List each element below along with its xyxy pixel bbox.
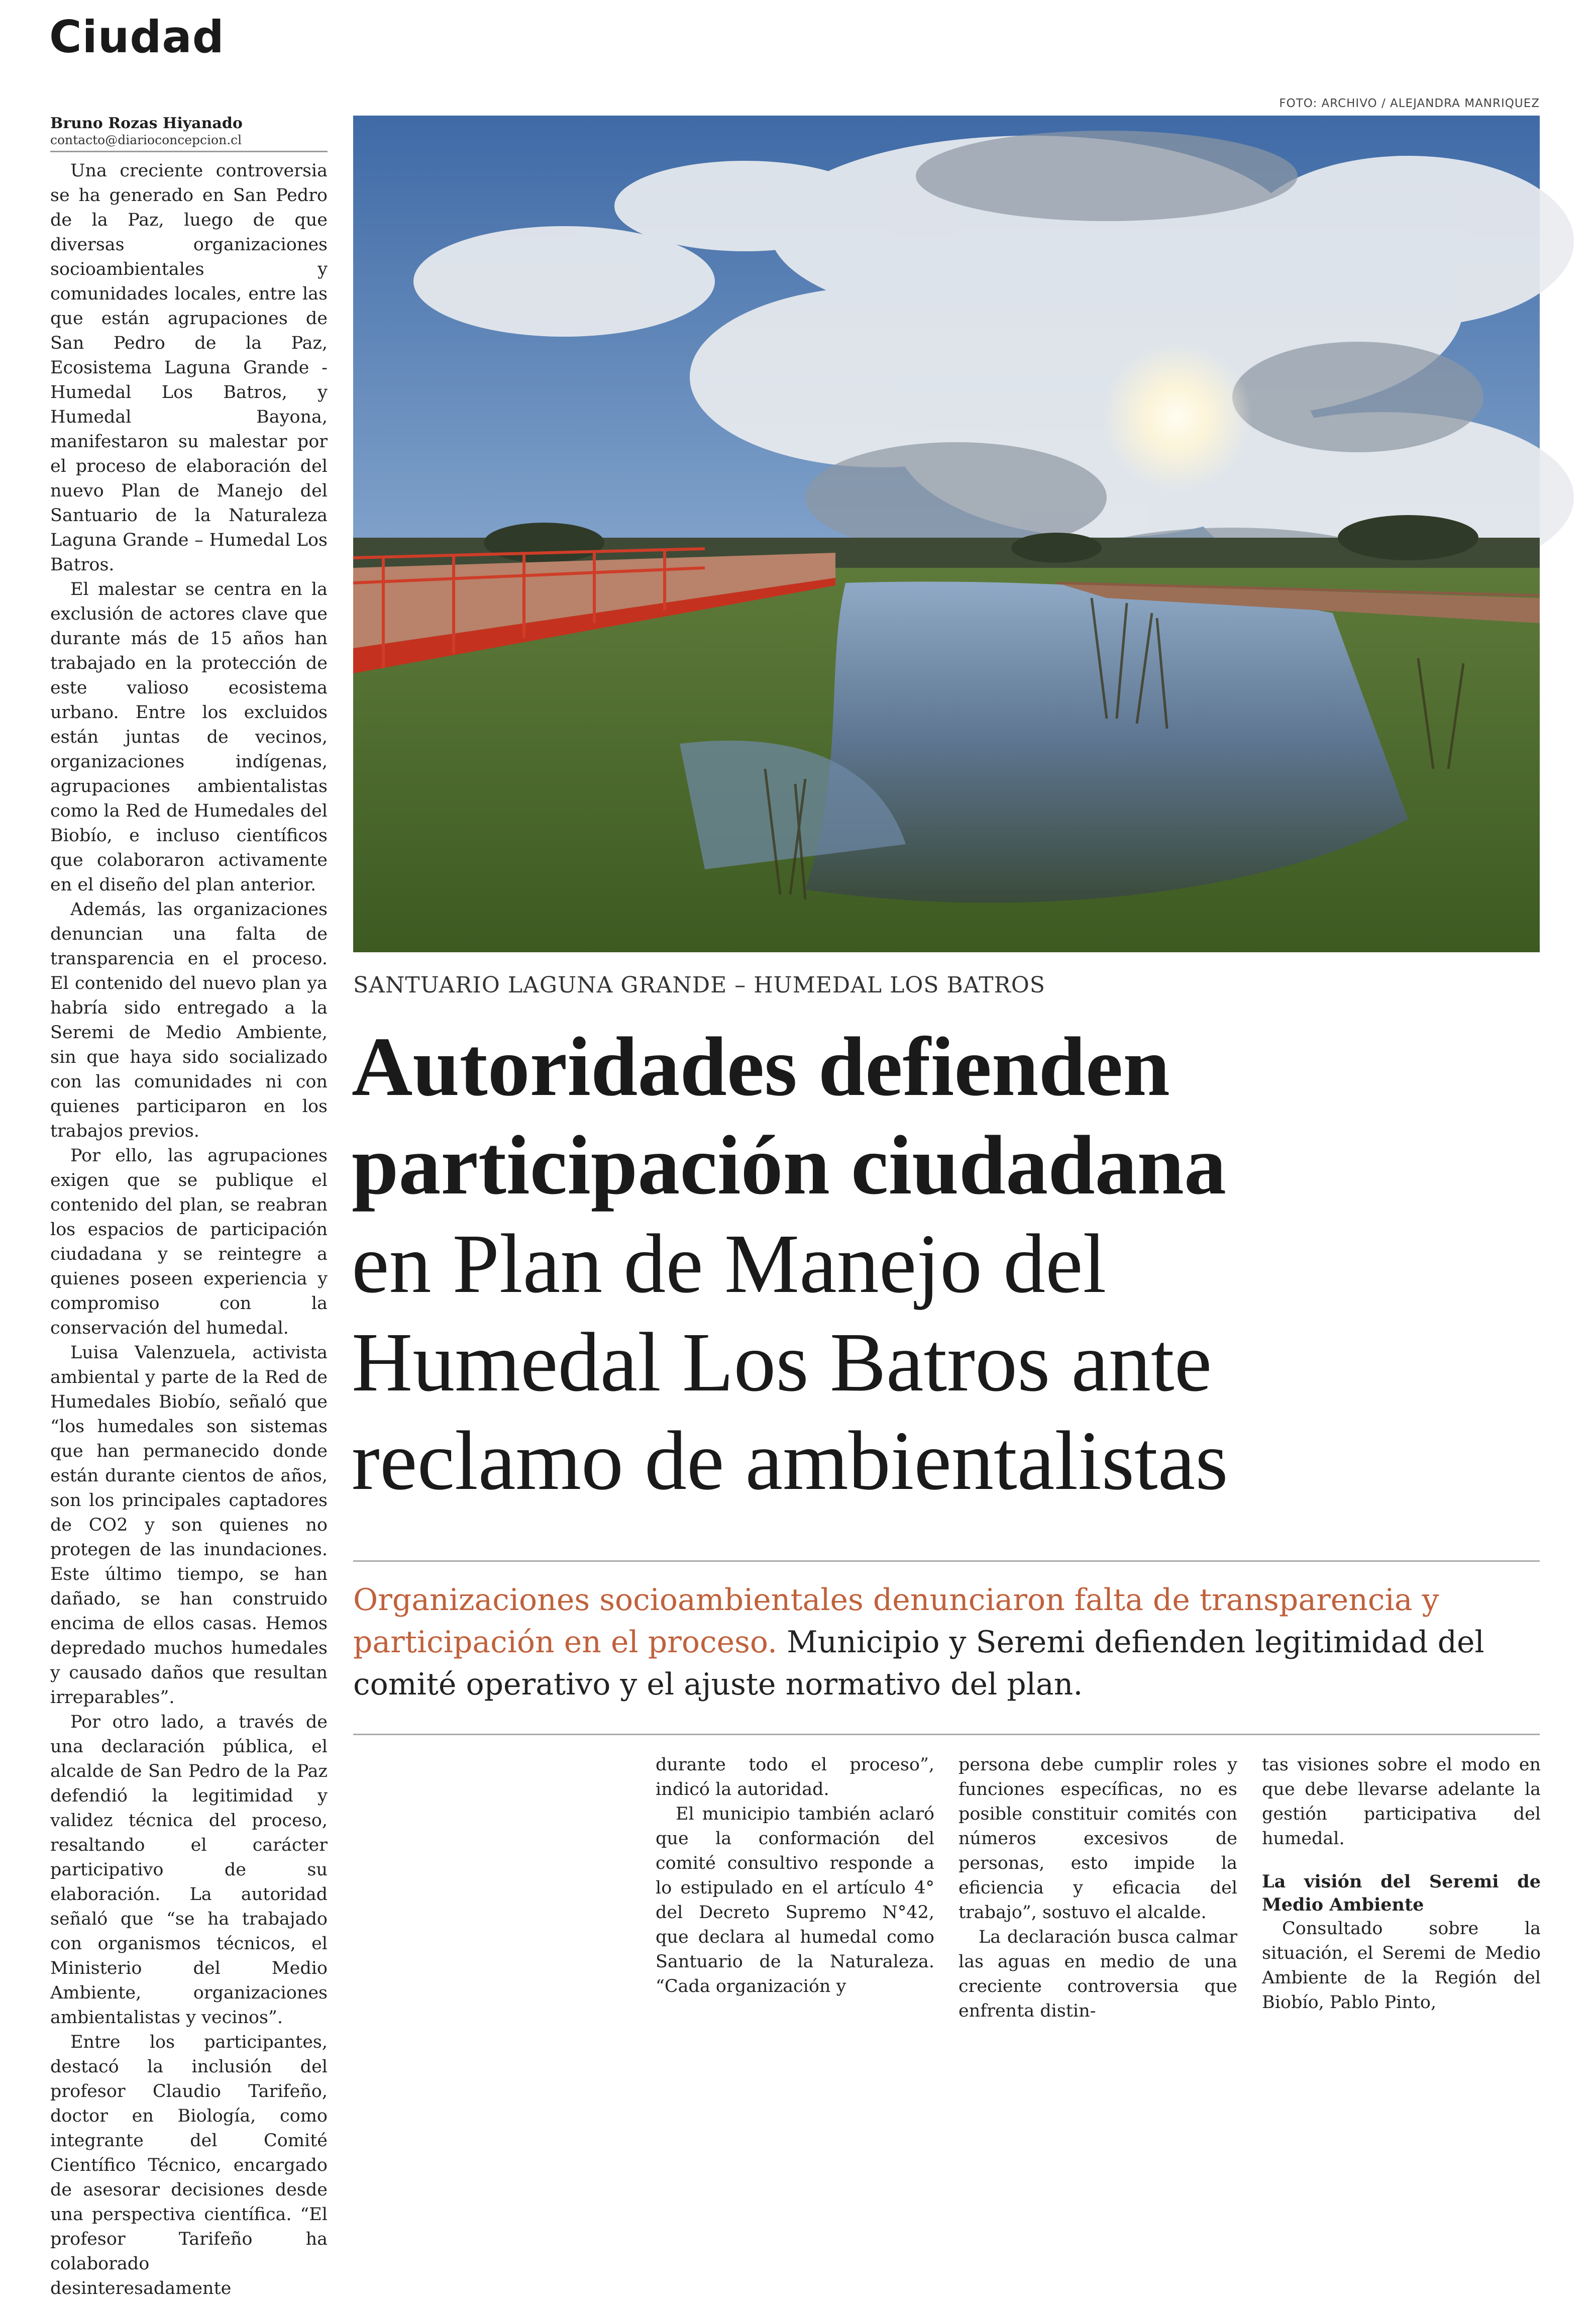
paragraph: La declaración busca calmar las aguas en medio de una creciente controversia que enfrenta distin- (959, 1927, 1237, 2021)
author-name: Bruno Rozas Hiyanado (50, 115, 243, 132)
paragraph: El malestar se centra en la exclusión de actores clave que durante más de 15 años han trabajado en la protección de este valioso ecosistema urbano. Entre los excluidos están juntas de vecinos, organizaciones indígenas, agrupaciones ambientalistas como la Red de Humedales del Biobío, e incluso científicos que colaboraron activamente en el diseño del plan anterior. (50, 579, 328, 895)
headline-line: Humedal Los Batros ante (352, 1316, 1212, 1409)
byline (50, 115, 328, 152)
summary (353, 1579, 1540, 1706)
section-title: Ciudad (49, 11, 225, 63)
paragraph: Por otro lado, a través de una declaración pública, el alcalde de San Pedro de la Paz defendió la legitimidad y validez técnica del proceso, resaltando el carácter participativo de su elaboración. La autoridad señaló que “se ha trabajado con organismos técnicos, el Ministerio del Medio Ambiente, organizaciones ambientalistas y vecinos”. (50, 1712, 328, 2028)
headline-line: reclamo de ambientalistas (352, 1414, 1228, 1508)
headline-line: participación ciudadana (352, 1119, 1226, 1212)
paragraph: Además, las organizaciones denuncian una falta de transparencia en el proceso. El contenido del nuevo plan ya habría sido entregado a la Seremi de Medio Ambiente, sin que haya sido socializado con las comunidades ni con quienes participaron en los trabajos previos. (50, 899, 328, 1141)
paragraph: Consultado sobre la situación, el Seremi de Medio Ambiente de la Región del Biobío, Pablo Pinto, (1262, 1919, 1541, 2013)
article-column-3 (959, 1753, 1237, 2021)
divider (353, 1560, 1540, 1562)
kicker: SANTUARIO LAGUNA GRANDE – HUMEDAL LOS BATROS (353, 972, 1045, 998)
author-email[interactable]: contacto@diarioconcepcion.cl (50, 133, 242, 147)
paragraph: durante todo el proceso”, indicó la autoridad. (656, 1755, 934, 1799)
headline-line: en Plan de Manejo del (352, 1217, 1107, 1311)
paragraph: tas visiones sobre el modo en que debe llevarse adelante la gestión participativa del humedal. (1262, 1755, 1541, 1849)
paragraph: El municipio también aclaró que la conformación del comité consultivo responde a lo estipulado en el artículo 4° del Decreto Supremo N°42, que declara al humedal como Santuario de la Naturaleza. “Cada organización y (656, 1804, 934, 1996)
wetland-photo (353, 116, 1540, 952)
divider (353, 1734, 1540, 1735)
photo-credit: FOTO: ARCHIVO / ALEJANDRA MANRIQUEZ (1279, 97, 1540, 110)
paragraph: persona debe cumplir roles y funciones específicas, no es posible constituir comités con números excesivos de personas, esto impide la eficiencia y eficacia del trabajo”, sostuvo el alcalde. (959, 1755, 1237, 1923)
summary-text: Municipio y Seremi defienden legitimidad del comité operativo y el ajuste normativo del plan. (353, 1625, 1484, 1702)
paragraph: Una creciente controversia se ha generado en San Pedro de la Paz, luego de que diversas organizaciones socioambientales y comunidades locales, entre las que están agrupaciones de San Pedro de la Paz, Ecosistema Laguna Grande - Humedal Los Batros, y Humedal Bayona, manifestaron su malestar por el proceso de elaboración del nuevo Plan de Manejo del Santuario de la Naturaleza Laguna Grande – Humedal Los Batros. (50, 161, 328, 575)
paragraph: Entre los participantes, destacó la inclusión del profesor Claudio Tarifeño, doctor en Biología, como integrante del Comité Científico Técnico, encargado de asesorar decisiones desde una perspectiva científica. “El profesor Tarifeño ha colaborado desinteresadamente (50, 2032, 328, 2298)
subheading: La visión del Seremi de Medio Ambiente (1262, 1871, 1541, 1915)
paragraph: Por ello, las agrupaciones exigen que se publique el contenido del plan, se reabran los espacios de participación ciudadana y se reintegre a quienes poseen experiencia y compromiso con la conservación del humedal. (50, 1146, 328, 1338)
summary-accent: Organizaciones socioambientales denunciaron falta de transparencia y participación en el proceso. (353, 1582, 1439, 1660)
headline-line: Autoridades defienden (352, 1020, 1170, 1114)
article-column-2 (656, 1753, 934, 1994)
headline (352, 1018, 1542, 1510)
article-column-1 (50, 159, 328, 2298)
paragraph: Luisa Valenzuela, activista ambiental y parte de la Red de Humedales Biobío, señaló que “los humedales son sistemas que han permanecido donde están durante cientos de años, son los principales captadores de CO2 y son quienes no protegen de las inundaciones. Este último tiempo, se han dañado, se han construido encima de ellos casas. Hemos depredado muchos humedales y causado daños que resultan irreparables”. (50, 1343, 328, 1708)
article-column-4 (1262, 1753, 1541, 2013)
